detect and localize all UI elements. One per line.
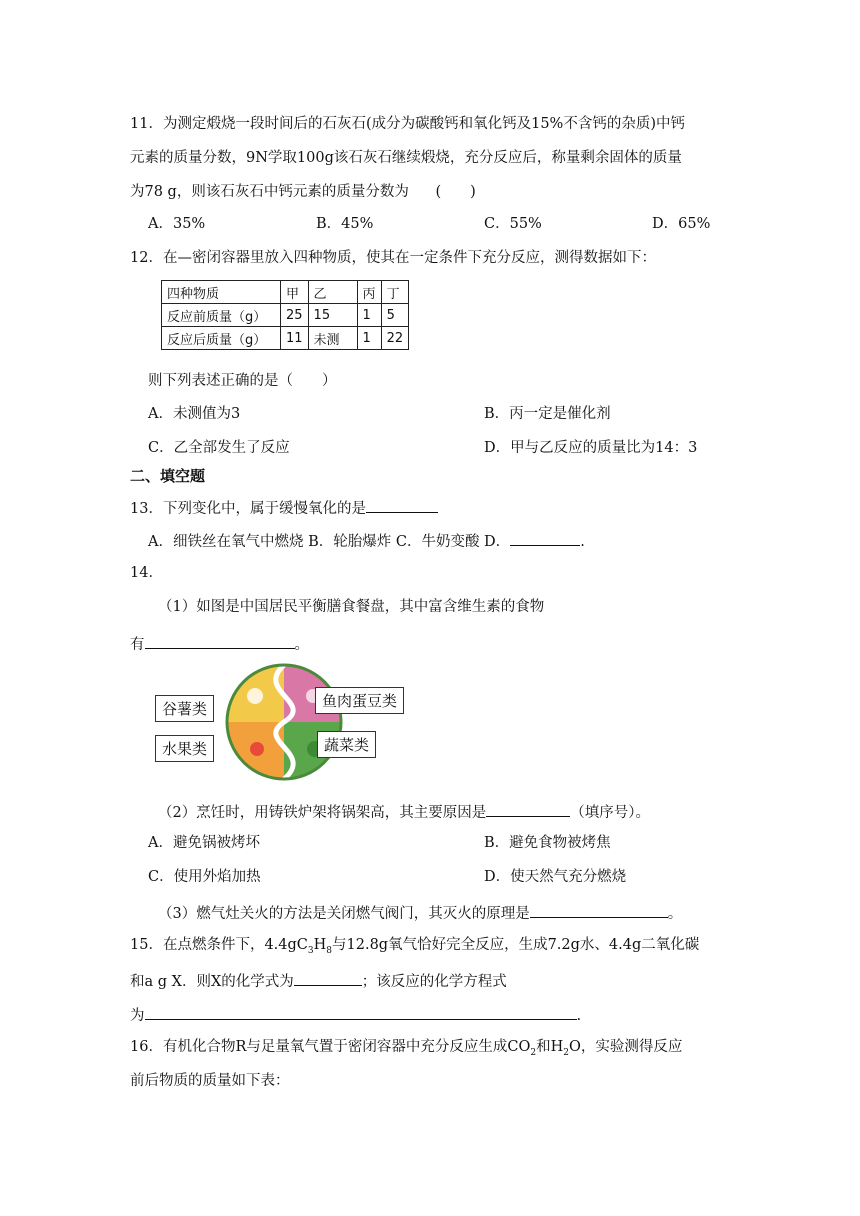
q14-part1-line2: [130, 632, 309, 655]
table-cell: 乙: [308, 281, 357, 304]
q15-line-3: [130, 1003, 581, 1026]
q12-data-table: [161, 280, 409, 350]
q16-line-1: [130, 1037, 682, 1063]
q14-part1-line1: （1）如图是中国居民平衡膳食餐盘，其中富含维生素的食物: [158, 599, 545, 615]
table-cell: 15: [308, 304, 357, 327]
q14-part2: [158, 800, 650, 823]
food-label-meat-egg-bean: 鱼肉蛋豆类: [315, 687, 404, 714]
q14-part3: [158, 901, 682, 924]
q15-subscript-3: 3: [307, 945, 314, 956]
table-cell: 5: [381, 304, 409, 327]
q11-line-2: 元素的质量分数，9N学取100g该石灰石继续煅烧，充分反应后，称量剩余固体的质量: [130, 150, 682, 166]
q11-option-c: C．55%: [484, 216, 542, 232]
q14-part1-end: 。: [294, 637, 309, 653]
q14-part2-blank[interactable]: [486, 800, 570, 817]
table-cell: 22: [381, 327, 409, 350]
table-cell: 反应后质量（g）: [162, 327, 281, 350]
table-row: [162, 327, 409, 350]
q16-text-a: 16．有机化合物R与足量氧气置于密闭容器中充分反应生成CO: [130, 1039, 531, 1055]
table-cell: 1: [357, 327, 381, 350]
q12-stem: 12．在—密闭容器里放入四种物质，使其在一定条件下充分反应，测得数据如下：: [130, 250, 656, 266]
q15-equation-blank[interactable]: [145, 1003, 577, 1020]
food-label-grains: 谷薯类: [155, 695, 214, 722]
q15-subscript-8: 8: [326, 945, 333, 956]
table-row: [162, 304, 409, 327]
q13-options: [148, 529, 585, 552]
table-cell: 丁: [381, 281, 409, 304]
q15-text-a: 15．在点燃条件下，4.4gC: [130, 937, 308, 953]
q15-formula-blank[interactable]: [294, 969, 362, 986]
q13-end-punct: .: [580, 534, 585, 550]
q14-option-c: C．使用外焰加热: [148, 869, 261, 885]
table-cell: 丙: [357, 281, 381, 304]
q14-part1-prefix: 有: [130, 637, 145, 653]
section-heading-fill-in: 二、填空题: [130, 467, 206, 485]
q13-options-text: A．细铁丝在氧气中燃烧 B．轮胎爆炸 C．牛奶变酸 D．: [148, 534, 511, 550]
q15-equation-prompt: ；该反应的化学方程式: [361, 974, 507, 990]
q16-subscript-2a: 2: [530, 1047, 537, 1058]
table-cell: 1: [357, 304, 381, 327]
q14-part1-blank[interactable]: [145, 632, 295, 649]
q12-option-c: C．乙全部发生了反应: [148, 440, 290, 456]
q11-line-1: 11．为测定煅烧一段时间后的石灰石(成分为碳酸钙和氧化钙及15%不含钙的杂质)中钙: [130, 116, 685, 132]
table-row: [162, 281, 409, 304]
q14-part2-end: （填序号）。: [570, 805, 650, 821]
balanced-diet-plate-figure: [155, 663, 413, 781]
q15-end-punct: .: [576, 1008, 582, 1024]
q14-option-d: D．使天然气充分燃烧: [484, 869, 627, 885]
table-cell: 四种物质: [162, 281, 281, 304]
q15-line-3-prefix: 为: [130, 1008, 145, 1024]
q14-option-a: A．避免锅被烤坏: [148, 835, 260, 851]
q13-option-d-blank[interactable]: [510, 529, 580, 546]
q11-answer-paren: ( ): [435, 184, 476, 200]
q13-answer-blank[interactable]: [366, 496, 438, 513]
q15-text-h: H: [313, 937, 327, 953]
table-cell: 反应前质量（g）: [162, 304, 281, 327]
q11-option-a: A．35%: [148, 216, 206, 232]
q14-option-b: B．避免食物被烤焦: [484, 835, 611, 851]
q14-part3-end: 。: [667, 906, 683, 922]
q16-line-2: 前后物质的质量如下表：: [130, 1073, 290, 1089]
table-cell: 甲: [281, 281, 309, 304]
q16-subscript-2b: 2: [563, 1047, 569, 1058]
diet-plate-icon: [155, 663, 413, 781]
q15-line-2: [130, 969, 507, 992]
q11-line-3-text: 为78 g，则该石灰石中钙元素的质量分数为: [130, 184, 409, 200]
q11-line-3: [130, 182, 476, 202]
table-cell: 25: [281, 304, 309, 327]
table-cell: 未测: [308, 327, 357, 350]
q14-part3-text: （3）燃气灶关火的方法是关闭燃气阀门，其灭火的原理是: [158, 906, 530, 922]
q15-text-b: 与12.8g氧气恰好完全反应，生成7.2g水、4.4g二氧化碳: [332, 937, 700, 953]
q11-option-d: D．65%: [652, 216, 711, 232]
q12-option-b: B．丙一定是催化剂: [484, 406, 611, 422]
table-cell: 11: [281, 327, 309, 350]
q14-part2-text: （2）烹饪时，用铸铁炉架将锅架高，其主要原因是: [158, 805, 487, 821]
q15-line-1: [130, 935, 699, 961]
food-label-fruit: 水果类: [155, 735, 214, 762]
q12-option-a: A．未测值为3: [148, 406, 241, 422]
q16-text-b: 和H: [536, 1039, 564, 1055]
q14-part3-blank[interactable]: [530, 901, 668, 918]
q16-text-c: O，实验测得反应: [568, 1039, 683, 1055]
q12-ask: 则下列表述正确的是（ ）: [148, 373, 337, 389]
q13-stem: [130, 496, 438, 519]
q11-option-b: B．45%: [316, 216, 374, 232]
q13-stem-text: 13．下列变化中，属于缓慢氧化的是: [130, 501, 366, 517]
q12-option-d: D．甲与乙反应的质量比为14：3: [484, 440, 698, 456]
q15-formula-prompt: 和a g X．则X的化学式为: [130, 974, 294, 990]
food-label-vegetables: 蔬菜类: [317, 731, 376, 758]
q14-number: 14．: [130, 565, 163, 581]
